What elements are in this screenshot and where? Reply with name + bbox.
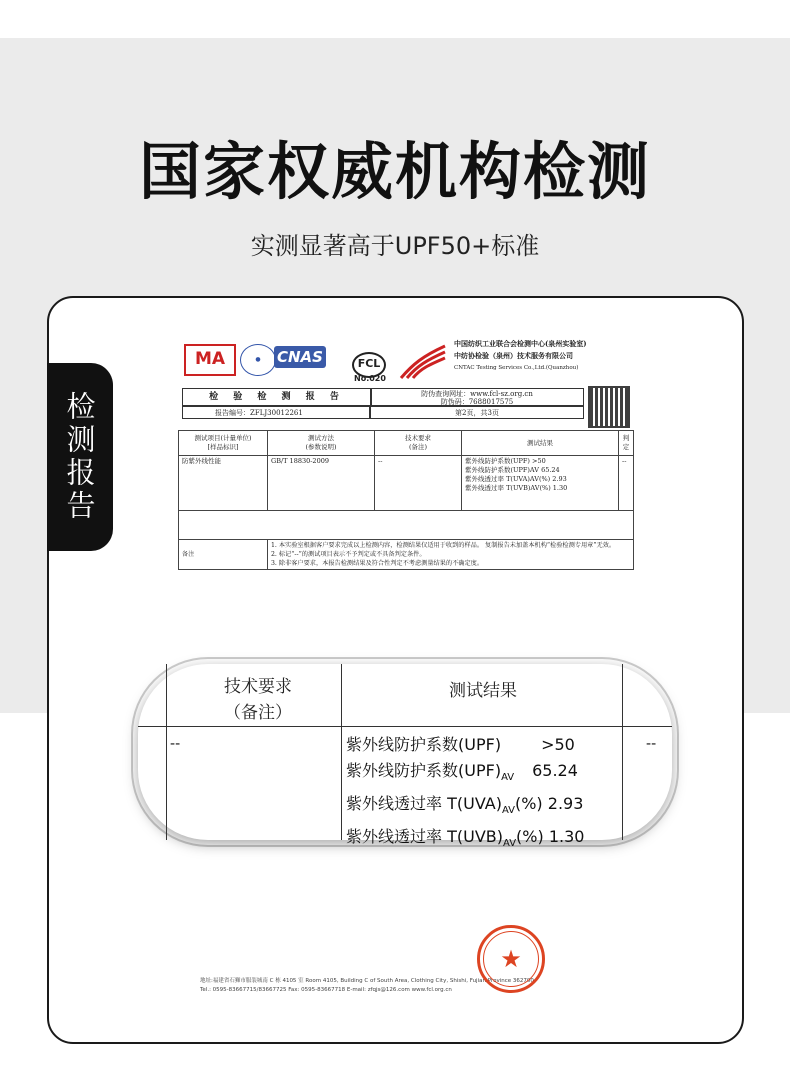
fcl-number: No.020 xyxy=(354,374,386,383)
org-line: 中国纺织工业联合会检测中心(泉州实验室) xyxy=(454,339,587,348)
result-line: 紫外线透过率 T(UVB)AV(%) 1.30 xyxy=(465,484,568,492)
table-header: 判定 xyxy=(619,431,634,456)
org-line: 中纺协检验（泉州）技术服务有限公司 xyxy=(454,351,573,360)
zoom-result-line: 紫外线防护系数$(UPF)_{AV}$ 65.24 xyxy=(346,761,578,784)
table-header-row xyxy=(179,431,634,456)
query-info xyxy=(370,388,584,406)
query-site: 防伪查询网址：www.fcl-sz.org.cn xyxy=(421,390,533,398)
note-line: 1. 本实验室根据客户要求完成以上检测内容，检测结果仅适用于收到的样品。 复制报告未加盖本机构“检验检测专用章”无效。 xyxy=(271,542,616,549)
qr-code xyxy=(588,386,630,428)
zoomed-results xyxy=(138,664,672,850)
footer-contact: Tel.: 0595-83667715/83667725 Fax: 0595-83667718 E-mail: zfqjs@126.com www.fcl.org.cn xyxy=(200,987,452,993)
results-table xyxy=(178,430,634,570)
footer-address: 地址:福建省石狮市服装城南 C 栋 4105 室 Room 4105, Building C of South Area, Clothing City, Shishi, Fujian Province 362700 xyxy=(200,978,534,984)
zoom-result-line: 紫外线透过率 $T(UVB)_{AV}(\%)$ 1.30 xyxy=(346,827,585,850)
page-info: 第2页，共3页 xyxy=(370,406,584,419)
table-cell: GB/T 18830-2009 xyxy=(268,456,375,511)
note-line: 3. 除非客户要求，本报告检测结果及符合性判定不考虑测量结果的不确定度。 xyxy=(271,560,484,567)
result-line: 紫外线防护系数(UPF) >50 xyxy=(465,457,546,465)
table-header: 技术要求 (备注) xyxy=(375,431,462,456)
zoom-result-line: 紫外线防护系数(UPF) >50 xyxy=(346,735,575,754)
page-title: 国家权威机构检测 xyxy=(138,135,651,208)
result-line: 紫外线防护系数(UPF)AV 65.24 xyxy=(465,466,560,474)
table-header: 测试项目(计量单位) [样品标识] xyxy=(179,431,268,456)
test-report xyxy=(178,330,634,600)
fcl-logo: FCL xyxy=(352,352,386,378)
result-line: 紫外线透过率 T(UVA)AV(%) 2.93 xyxy=(465,475,567,483)
table-cell: -- xyxy=(375,456,462,511)
query-code: 防伪码：7688017575 xyxy=(440,398,514,406)
side-tab xyxy=(47,363,113,551)
org-line-en: CNTAC Testing Services Co.,Ltd.(Quanzhou) xyxy=(454,365,579,371)
page-subtitle: 实测显著高于UPF50+标准 xyxy=(250,232,540,260)
notes-label: 备注 xyxy=(179,540,268,570)
zoom-results-list xyxy=(346,732,584,858)
table-header: 测试结果 xyxy=(462,431,619,456)
zoom-req-value: -- xyxy=(170,734,181,752)
report-number: 报告编号：ZFLJ30012261 xyxy=(182,406,370,419)
table-cell: -- xyxy=(619,456,634,511)
table-row xyxy=(179,456,634,511)
official-seal-stamp: ★ xyxy=(477,925,545,993)
ilac-mra-logo: ● xyxy=(240,344,276,376)
zoom-result-header: 测试结果 xyxy=(449,681,517,701)
cma-logo: MA xyxy=(184,344,236,376)
report-footer xyxy=(200,977,620,995)
zoom-req-header: 技术要求 （备注） xyxy=(224,677,292,723)
blank-row xyxy=(179,511,634,540)
cnas-logo: CNAS xyxy=(274,346,326,368)
report-title: 检 验 检 测 报 告 xyxy=(182,388,372,406)
notes-cell xyxy=(268,540,634,570)
table-cell: 防紫外线性能 xyxy=(179,456,268,511)
notes-row xyxy=(179,540,634,570)
zoom-result-line: 紫外线透过率 $T(UVA)_{AV}(\%)$ 2.93 xyxy=(346,794,584,817)
table-header: 测试方法 (参数说明) xyxy=(268,431,375,456)
table-cell xyxy=(462,456,619,511)
logo-row xyxy=(184,340,424,383)
organization-name xyxy=(454,338,587,374)
flag-logo-icon xyxy=(399,344,447,380)
zoom-judge-value: -- xyxy=(646,734,657,752)
note-line: 2. 标记“--”的测试项目表示不予判定或不具备判定条件。 xyxy=(271,551,426,558)
side-tab-label: 检测报告 xyxy=(62,391,97,523)
